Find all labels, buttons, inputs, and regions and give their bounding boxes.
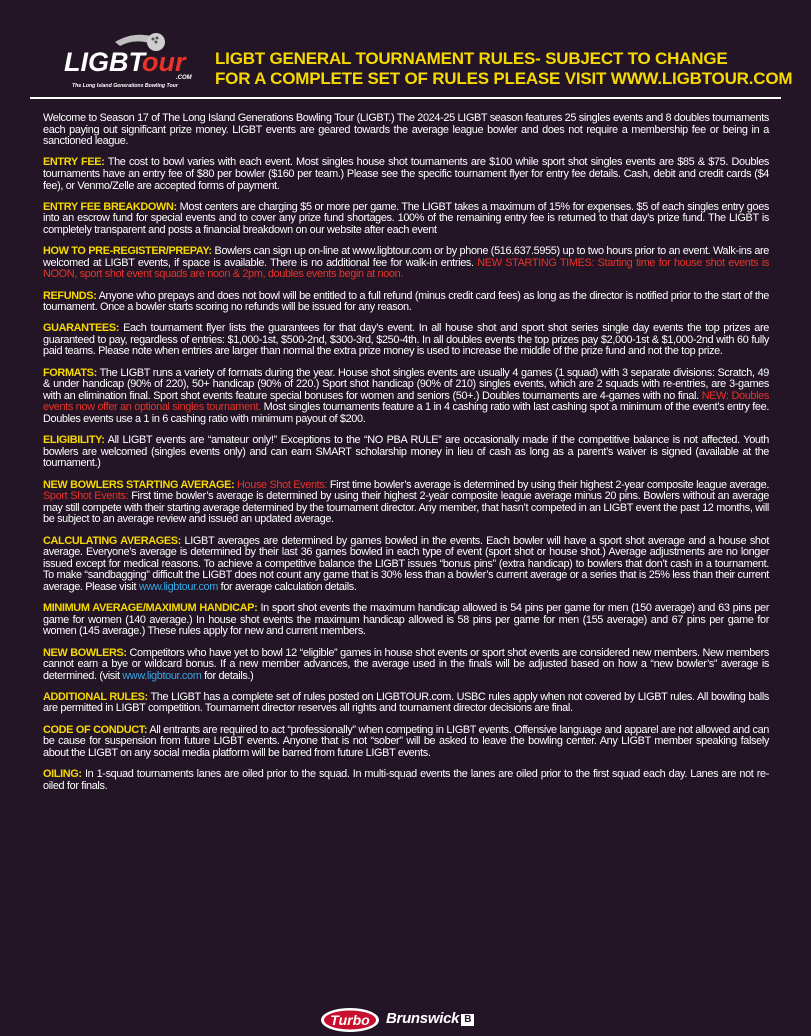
turbo-logo [320,1007,380,1033]
new-bowlers-text-2: for details.) [201,669,254,682]
guarantees-heading: GUARANTEES: [43,322,120,335]
calculating-averages-heading: CALCULATING AVERAGES: [43,534,181,547]
new-bowlers-link[interactable]: www.ligbtour.com [122,669,202,682]
min-average-section [43,603,769,638]
logo-tagline: The Long Island Generations Bowling Tour [72,83,178,89]
formats-heading: FORMATS: [43,366,97,379]
entry-fee-breakdown-section [43,202,769,237]
formats-section [43,368,769,426]
calculating-averages-section [43,536,769,594]
ligbtour-logo [60,30,210,90]
new-bowlers-average-section [43,480,769,526]
header [0,0,811,96]
intro-paragraph [43,113,769,148]
new-bowlers-heading: NEW BOWLERS: [43,646,127,659]
page-title [215,49,805,89]
refunds-heading: REFUNDS: [43,289,97,302]
code-of-conduct-section [43,725,769,760]
eligibility-heading: ELIGIBILITY: [43,434,105,447]
intro-text: Welcome to Season 17 of The Long Island Generations Bowling Tour (LIGBT.) The 2024-25 LIGBT season features 25 singles events and 8 doubles tournaments each paying out significant prize money. LIGBT events are geared towards the average league bowler and does not require a membership fee or being in a sanctioned league. [43,112,769,148]
logo-suffix-text: our [142,47,186,77]
formats-text-2: Most singles tournaments feature a 1 in 4 cashing ratio with last cashing spot a minimum of the event’s entry fee. Doubles events use a 1 in 6 cashing ratio with minimum payout of $200. [43,401,769,426]
entry-fee-breakdown-text: Most centers are charging $5 or more per game. The LIGBT takes a maximum of 15% for expenses. $5 of each singles entry goes into an escrow fund for special events and to cover any prize fund shortages. 100% of the remaining entry fee is returned to that day’s prize fund. The LIGBT is completely transparent and posts a financial breakdown on our website after each event [43,200,769,236]
calculating-averages-link[interactable]: www.ligbtour.com [138,580,218,593]
eligibility-text: All LIGBT events are “amateur only!” Exceptions to the “NO PBA RULE” are occasionally made if the competitive balance is not affected. Youth bowlers are welcomed (singles events only) and can earn SMART scholarship money in lieu of cash as long as a parent’s waiver is signed (available at the tournament.) [43,434,769,470]
rules-body [43,113,769,802]
formats-text-1: The LIGBT runs a variety of formats during the year. House shot singles events are usually 4 games (1 squad) with 3 separate divisions: Scratch, 49 & under handicap (90% of 220), 50+ handicap (90% of 220.) Sport shot handicap (90% of 210) singles events, which are 2 squads with re-entries, are 3-games with an elimination final. Sport shot events feature special bonuses for women and seniors (50+.) Doubles tournaments are 4-games with no final. [43,366,769,402]
entry-fee-breakdown-heading: ENTRY FEE BREAKDOWN: [43,200,177,213]
min-average-text: In sport shot events the maximum handicap allowed is 54 pins per game for men (150 average) and 63 pins per game for women (140 average.) In house shot events the maximum handicap allowed is 58 pins per game for men (155 average) and 67 pins per game for women (145 average.) These rules apply for new and current members. [43,602,769,638]
sport-shot-text: First time bowler’s average is determined by using their highest 2-year composite league average minus 20 pins. Bowlers without an average may still compete with their starting average determined by the tournament director. Any member, that hasn’t competed in an LIGBT event the past 12 months, will be subject to an average review and issued an updated average. [43,490,769,526]
oiling-heading: OILING: [43,768,82,781]
guarantees-section [43,323,769,358]
register-heading: HOW TO PRE-REGISTER/PREPAY: [43,245,212,258]
house-shot-text: First time bowler’s average is determined by using their highest 2-year composite league average. [327,478,769,491]
register-text: Bowlers can sign up on-line at www.ligbtour.com or by phone (516.637.5955) up to two hours prior to an event. Walk-ins are welcomed at LIGBT events, if space is available. There is no additional fee for walk-in entries. [43,245,770,269]
formats-new-highlight: NEW: Doubles events now offer an optional singles tournament. [43,389,769,414]
entry-fee-section [43,157,769,192]
additional-rules-text: The LIGBT has a complete set of rules posted on LIGBTOUR.com. USBC rules apply when not covered by LIGBT rules. All bowling balls are permitted in LIGBT competition. Tournament director reserves all rights and tournament director decisions are final. [43,690,769,715]
register-section [43,246,769,281]
entry-fee-heading: ENTRY FEE: [43,156,105,169]
additional-rules-section [43,692,769,715]
new-bowlers-section [43,648,769,683]
turbo-logo-text: Turbo [330,1012,370,1028]
header-divider [30,97,781,99]
eligibility-section [43,435,769,470]
register-start-times: NEW STARTING TIMES: Starting time for house shot events is NOON, sport shot event squads are noon & 2pm, doubles events begin at noon. [43,256,770,281]
code-of-conduct-heading: CODE OF CONDUCT: [43,723,148,736]
title-line-2: FOR A COMPLETE SET OF RULES PLEASE VISIT WWW.LIGBTOUR.COM [215,69,793,88]
house-shot-label: House Shot Events: [234,478,328,491]
min-average-heading: MINIMUM AVERAGE/MAXIMUM HANDICAP: [43,602,258,615]
title-line-1: LIGBT GENERAL TOURNAMENT RULES- SUBJECT TO CHANGE [215,49,728,68]
entry-fee-text: The cost to bowl varies with each event. Most singles house shot tournaments are $100 while sport shot singles events are $85 & $75. Doubles tournaments have an entry fee of $80 per bowler ($160 per team.) Please see the specific tournament flyer for entry fee details. Cash, debit and credit cards ($4 fee), or Venmo/Zelle are accepted forms of payment. [43,156,769,192]
brunswick-mark-icon: B [461,1014,474,1026]
calculating-averages-text-1: LIGBT averages are determined by games bowled in the events. Each bowler will have a sport shot average and a house shot average. Everyone’s average is determined by their last 36 games bowled in each type of event (sport shot or house shot.) Average adjustments are no longer issued except for medical reasons. To achieve a competitive balance the LIGBT issues “bonus pins” (extra handicap) to bowlers that don’t cash in a tournament. To make “sandbagging” difficult the LIGBT does not count any game that is 30% less than a bowler’s current average or a series that is 25% less than their current average. Please visit [43,534,769,593]
oiling-section [43,769,769,792]
new-bowlers-text-1: Competitors who have yet to bowl 12 “eligible” games in house shot events or sport shot events are considered new members. New members cannot earn a bye or wildcard bonus. If a new member advances, the average used in the finals will be adjusted based on how a “new bowler’s” average is determined. (visit [43,646,769,682]
brunswick-logo [386,1010,474,1027]
additional-rules-heading: ADDITIONAL RULES: [43,690,148,703]
code-of-conduct-text: All entrants are required to act “professionally” when competing in LIGBT events. Offensive language and apparel are not allowed and can be cause for suspension from future LIGBT events. Anyone that is not “sober” will be asked to leave the bowling center. Any LIGBT member speaking falsely about the LIGBT on any social media platform will be barred from future LIGBT events. [43,723,769,759]
new-bowlers-average-heading: NEW BOWLERS STARTING AVERAGE: [43,478,235,491]
logo-com-text: .COM [176,75,192,81]
logo-main-text: LIGBT [64,47,145,77]
calculating-averages-text-2: for average calculation details. [217,580,357,593]
guarantees-text: Each tournament flyer lists the guarantees for that day’s event. In all house shot and sport shot series single day events the top prizes are guaranteed to pay, regardless of entries: $1,000-1st, $500-2nd, $300-3rd, $250-4th. In all doubles events the top prizes pay $2,000-1st & $1,000-2nd with 60 fully paid teams. Please note when entries are larger than normal the extra prize money is used to increase the middle of the prize fund and not the top prize. [43,322,769,358]
oiling-text: In 1-squad tournaments lanes are oiled prior to the squad. In multi-squad events the lanes are oiled prior to the first squad each day. Lanes are not re-oiled for finals. [43,768,769,792]
sponsor-footer [0,1000,811,1036]
brunswick-logo-text: Brunswick [386,1010,460,1027]
refunds-section [43,291,769,314]
sport-shot-label: Sport Shot Events: [43,490,129,503]
refunds-text: Anyone who prepays and does not bowl will be entitled to a full refund (minus credit card fees) as long as the director is notified prior to the start of the tournament. Once a bowler starts scoring no refunds will be issued for any reason. [43,289,769,314]
